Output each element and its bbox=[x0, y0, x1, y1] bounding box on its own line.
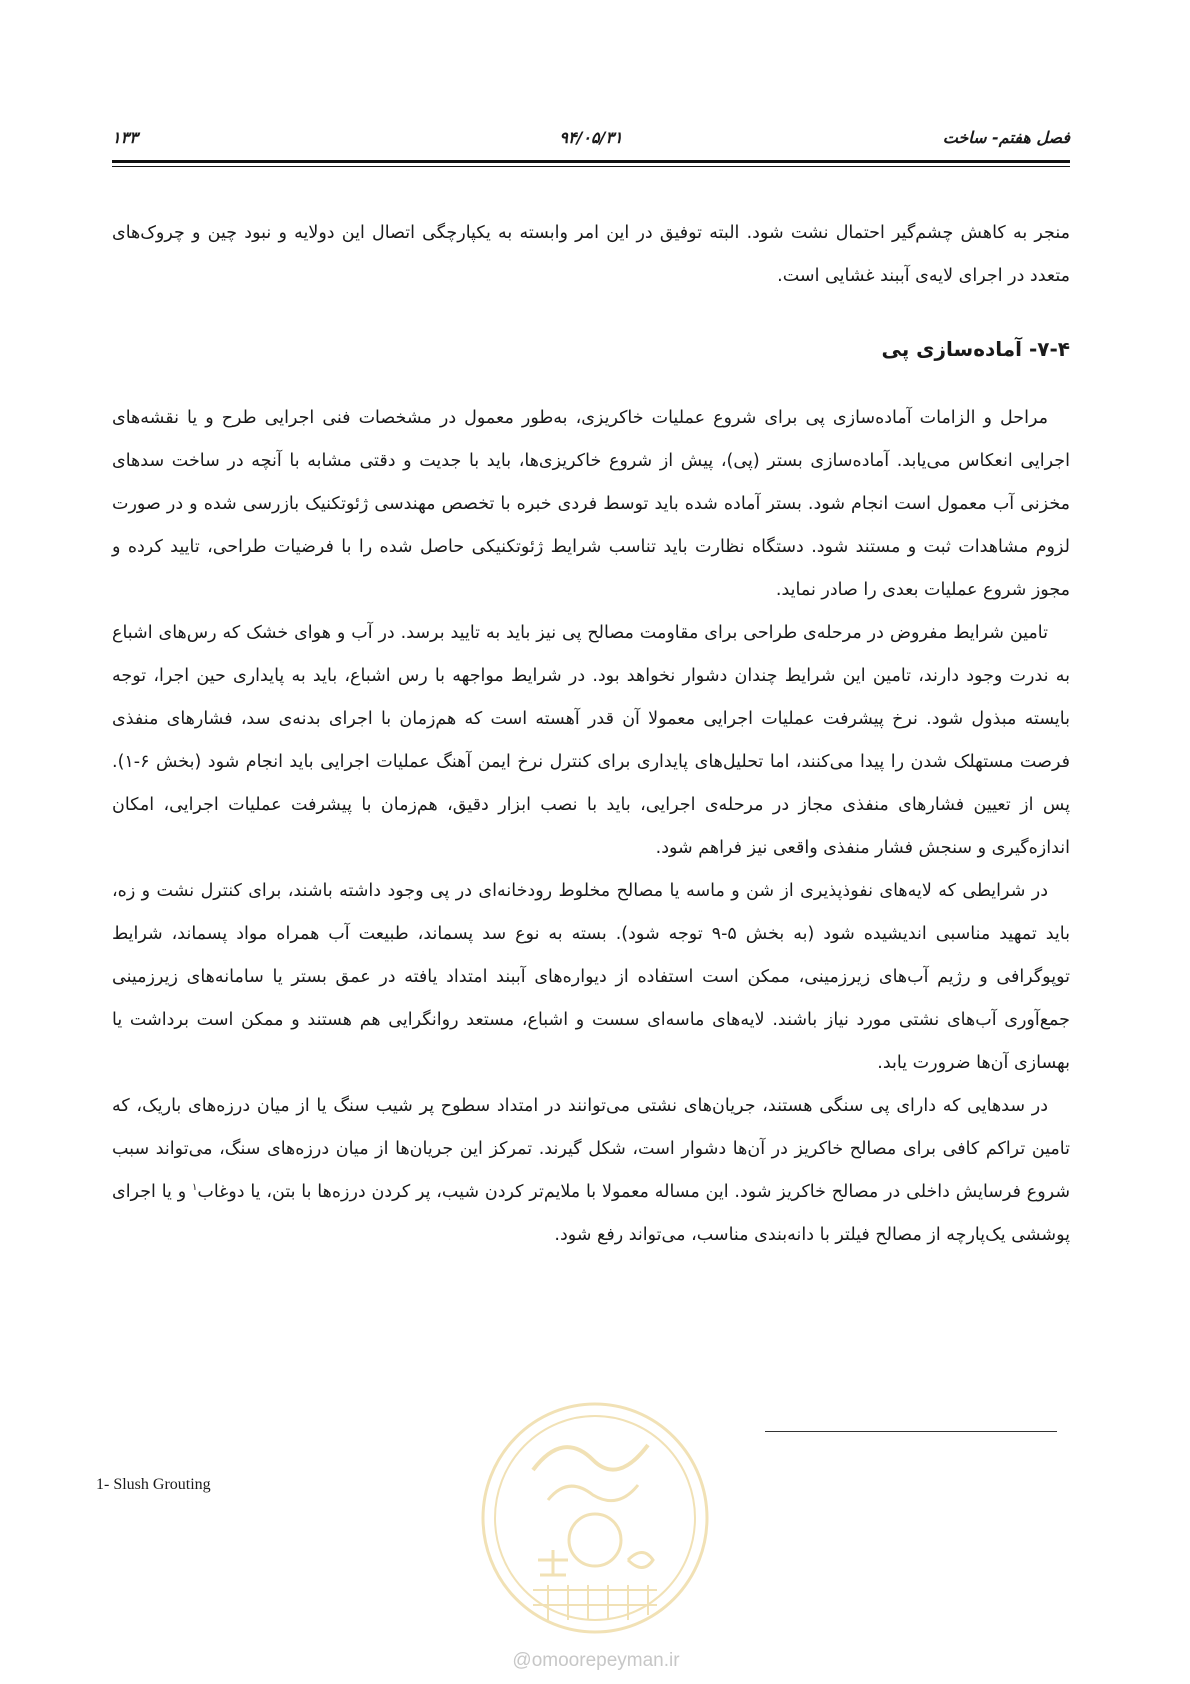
header-rule-thick bbox=[112, 160, 1070, 163]
header-rule-thin bbox=[112, 166, 1070, 167]
header-date: ۹۴/۰۵/۳۱ bbox=[559, 128, 623, 147]
footnote: 1- Slush Grouting bbox=[96, 1476, 211, 1493]
footnote-rule bbox=[765, 1431, 1057, 1432]
page-number: ۱۳۳ bbox=[112, 128, 138, 147]
paragraph: مراحل و الزامات آماده‌سازی پی برای شروع عملیات خاکریزی، به‌طور معمول در مشخصات فنی اجرایی طرح و یا نقشه‌های اجرایی انعکاس می‌یابد. آماده‌سازی بستر (پی)، پیش از شروع خاکریزی‌ها، باید با جدیت و دقتی مشابه با آنچه در ساخت سدهای مخزنی آب معمول است انجام شود. بستر آماده شده باید توسط فردی خبره با تخصص مهندسی ژئوتکنیک بازرسی شده و در صورت لزوم مشاهدات ثبت و مستند شود. دستگاه نظارت باید تناسب شرایط ژئوتکنیکی حاصل شده را با فرضیات طراحی، تایید کرده و مجوز شروع عملیات بعدی را صادر نماید. bbox=[112, 408, 1070, 600]
paragraph: در شرایطی که لایه‌های نفوذپذیری از شن و ماسه یا مصالح مخلوط رودخانه‌ای در پی وجود داشته باشند، برای کنترل نشت و زه، باید تمهید مناسبی اندیشیده شود (به بخش ۵-۹ توجه شود). بسته به نوع سد پسماند، طبیعت آب همراه مواد پسماند، شرایط توپوگرافی و رژیم آب‌های زیرزمینی، ممکن است استفاده از دیواره‌های آببند امتداد یافته در عمق بستر یا سامانه‌های زیرزمینی جمع‌آوری آب‌های نشتی مورد نیاز باشند. لایه‌های ماسه‌ای سست و اشباع، مستعد روانگرایی هم هستند و ممکن است برداشت یا بهسازی آن‌ها ضرورت یابد. bbox=[112, 881, 1070, 1073]
watermark-site: @omoorepeyman.ir bbox=[512, 1650, 680, 1671]
document-body bbox=[112, 212, 1070, 1257]
paragraph: تامین شرایط مفروض در مرحله‌ی طراحی برای مقاومت مصالح پی نیز باید به تایید برسد. در آب و هوای خشک که رس‌های اشباع به ندرت وجود دارند، تامین این شرایط چندان دشوار نخواهد بود. در شرایط مواجهه با رس اشباع، باید به پایداری حین اجرا، توجه بایسته مبذول شود. نرخ پیشرفت عملیات اجرایی معمولا آن قدر آهسته است که هم‌زمان با اجرای بدنه‌ی سد، فشارهای منفذی فرصت مستهلک شدن را پیدا می‌کنند، اما تحلیل‌های پایداری برای کنترل نرخ ایمن آهنگ عملیات اجرایی باید انجام شود (بخش ۶-۱). پس از تعیین فشارهای منفذی مجاز در مرحله‌ی اجرایی، باید با نصب ابزار دقیق، هم‌زمان با پیشرفت عملیات اجرایی، امکان اندازه‌گیری و سنجش فشار منفذی واقعی نیز فراهم شود. bbox=[112, 623, 1070, 858]
paragraph bbox=[112, 1085, 1070, 1257]
footnote-reference: ۱ bbox=[191, 1182, 198, 1194]
paragraph-continuation: منجر به کاهش چشم‌گیر احتمال نشت شود. البته توفیق در این امر وابسته به یکپارچگی اتصال این دولایه و نبود چین و چروک‌های متعدد در اجرای لایه‌ی آببند غشایی است. bbox=[112, 223, 1070, 286]
chapter-title: فصل هفتم- ساخت bbox=[942, 128, 1070, 147]
paragraph-text: و یا اجرای پوششی یک‌پارچه از مصالح فیلتر با دانه‌بندی مناسب، می‌تواند رفع شود. bbox=[112, 1182, 1070, 1245]
page-header bbox=[112, 128, 1070, 154]
paragraph-text: در سدهایی که دارای پی سنگی هستند، جریان‌های نشتی می‌توانند در امتداد سطوح پر شیب سنگ یا از میان درزه‌های باریک، که تامین تراکم کافی برای مصالح خاکریز در آن‌ها دشوار است، شکل گیرند. تمرکز این جریان‌ها از میان درزه‌های سنگ، می‌تواند سبب شروع فرسایش داخلی در مصالح خاکریز شود. این مساله معمولا با ملایم‌تر کردن شیب، پر کردن درزه‌ها با بتن، یا دوغاب bbox=[112, 1096, 1070, 1202]
section-heading: ۷-۴- آماده‌سازی پی bbox=[881, 337, 1070, 361]
watermark-seal-icon bbox=[478, 1400, 712, 1636]
